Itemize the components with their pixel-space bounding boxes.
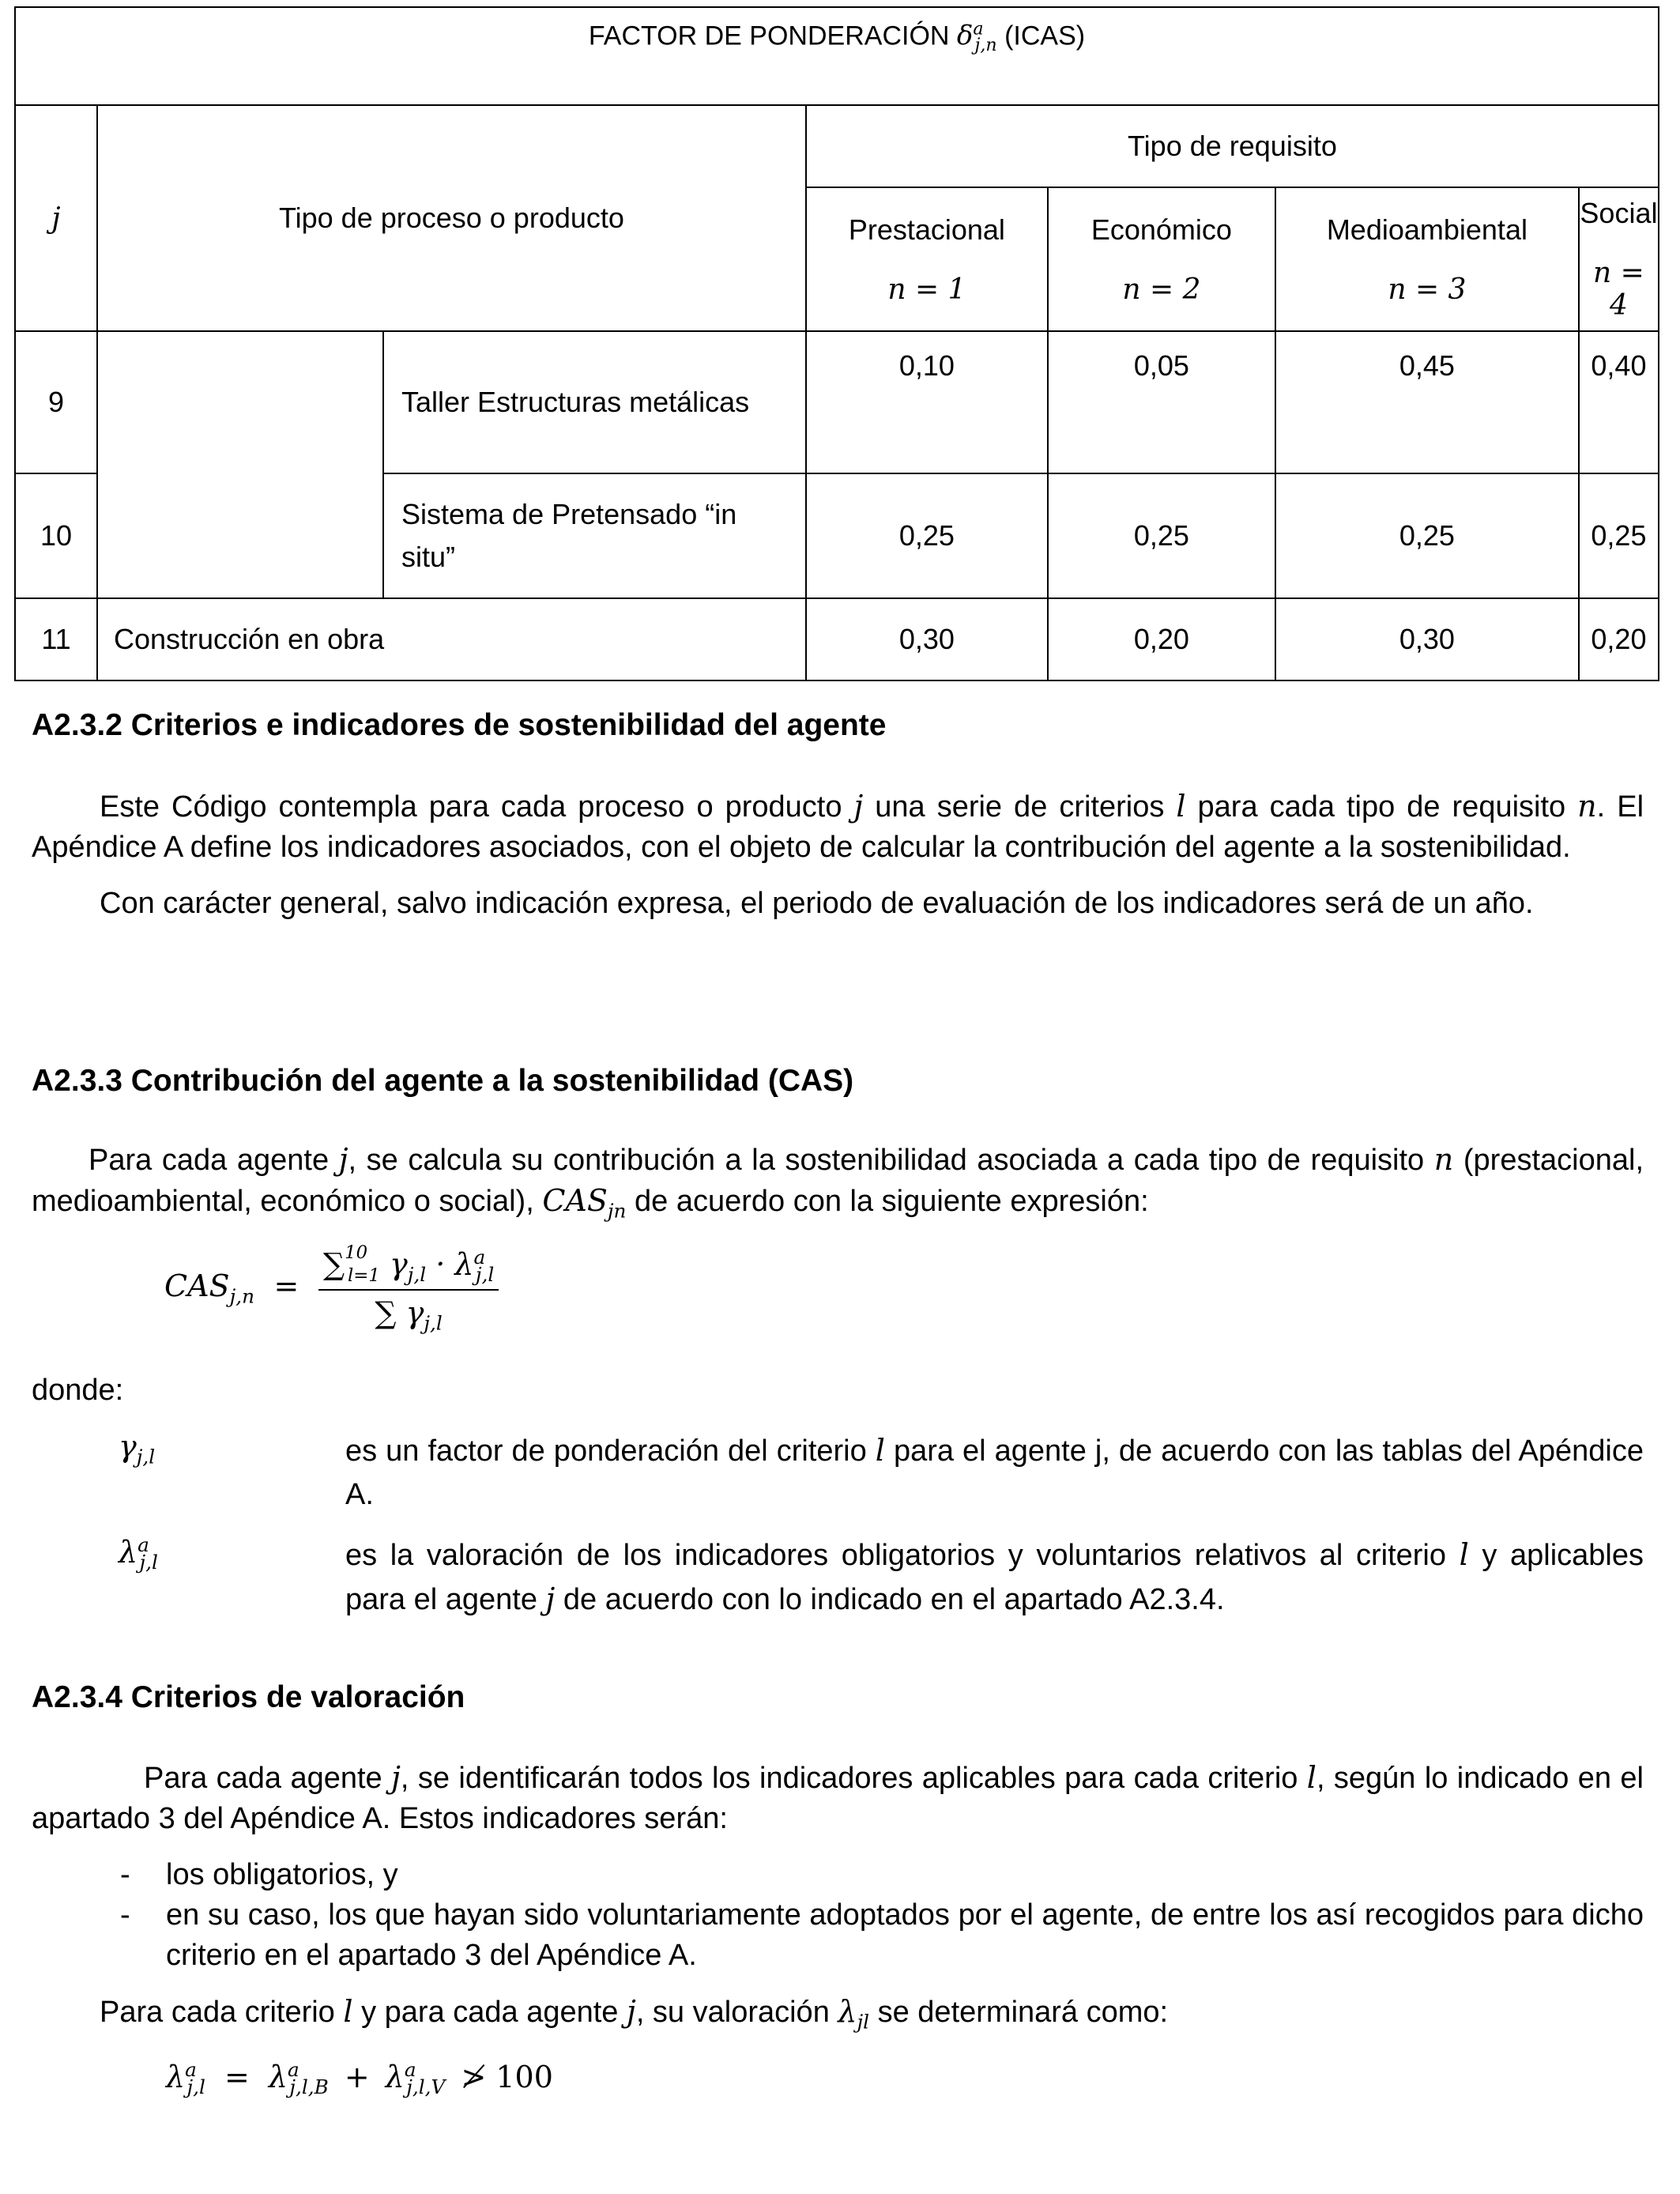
list-item: - los obligatorios, y [32,1855,1644,1895]
cas-formula: $CAS_{j,n}$ = $\frac{\sum^{10}_{l=1} \gamma_{j,l} \cdot \lambda^a_{j,l}}{\sum \gamma_{j,l}}$ [164,1242,499,1335]
table-title [15,7,1659,105]
cas-fraction [318,1242,499,1335]
indicator-list [32,1855,1644,1976]
column-header-tipo-requisito: Tipo de requisito [806,105,1659,187]
paragraph: Este Código contempla para cada proceso o producto j una serie de criterios l para cada tipo de requisito n. El Apéndice A define los indicadores asociados, con el objeto de calcular la contribución del agente a la sostenibilidad. [32,789,1644,864]
symbol-lambda: $\lambda^a_{j,l}$ [119,1533,158,1574]
definition-gamma [32,1429,1644,1517]
lambda-formula: $\lambda^a_{j,l} = \lambda^a_{j,l,B} + \lambda^a_{j,l,V}$ ≯ 100 [166,2058,553,2099]
row-value: 0,05 [1048,331,1275,473]
table-row [15,598,1659,680]
row-value: 0,25 [1579,473,1659,598]
requisito-header-economico: Económico n = 2 [1048,187,1275,331]
row-value: 0,10 [806,331,1048,473]
row-value: 0,40 [1579,331,1659,473]
column-header-proceso: Tipo de proceso o producto [97,105,806,331]
section-a234-body [32,1758,1644,2042]
row-j: 11 [15,598,97,680]
row-proceso: Construcción en obra [97,598,806,680]
row-proceso: Sistema de Pretensado “in situ” [383,473,806,598]
paragraph: Para cada criterio l y para cada agente j, su valoración $\lambda_{jl}$ se determinará como: [100,1994,1169,2034]
donde-label: donde: [32,1374,124,1407]
row-value: 0,20 [1579,598,1659,680]
definition-lambda [32,1533,1644,1622]
row-value: 0,30 [806,598,1048,680]
row-proceso: Taller Estructuras metálicas [383,331,806,473]
symbol-gamma: $\gamma_{j,l}$ [119,1429,156,1468]
section-a233-body [32,1140,1644,1231]
table-title-suffix: (ICAS) [1004,21,1086,51]
definition-text: es un factor de ponderación del criterio l para el agente j, de acuerdo con las tablas del Apéndice A. [345,1433,1644,1511]
table-title-prefix: FACTOR DE PONDERACIÓN [588,21,950,51]
proceso-group-cell [97,331,383,598]
fraction-denominator: ∑ $\gamma_{j,l}$ [375,1295,443,1335]
row-value: 0,25 [806,473,1048,598]
row-value: 0,30 [1275,598,1579,680]
requisito-header-social: Social n = 4 [1579,187,1659,331]
table-title-symbol: $\delta^a_{j,n}$ [956,19,997,56]
paragraph: Para cada agente j, se calcula su contribución a la sostenibilidad asociada a cada tipo de requisito n (prestacional, medioambiental, económico o social), $CAS_{jn}$ de acuerdo con la siguiente expresión: [32,1142,1644,1223]
row-j: 10 [15,473,97,598]
paragraph: Para cada agente j, se identificarán todos los indicadores aplicables para cada criterio l, según lo indicado en el apartado 3 del Apéndice A. Estos indicadores serán: [32,1760,1644,1835]
weighting-factor-table [14,6,1659,681]
paragraph: Con carácter general, salvo indicación expresa, el periodo de evaluación de los indicadores será de un año. [100,887,1534,920]
list-item: - en su caso, los que hayan sido voluntariamente adoptados por el agente, de entre los así recogidos para dicho criterio en el apartado 3 del Apéndice A. [32,1895,1644,1976]
requisito-header-prestacional: Prestacional n = 1 [806,187,1048,331]
table-row [15,331,1659,473]
section-heading-a232: A2.3.2 Criterios e indicadores de sostenibilidad del agente [32,708,887,742]
row-value: 0,45 [1275,331,1579,473]
row-value: 0,20 [1048,598,1275,680]
definitions [32,1429,1644,1622]
requisito-header-medioambiental: Medioambiental n = 3 [1275,187,1579,331]
section-a232-body [32,786,1644,924]
column-header-j: j [15,105,97,331]
section-heading-a233: A2.3.3 Contribución del agente a la sostenibilidad (CAS) [32,1064,854,1098]
definition-text: es la valoración de los indicadores obligatorios y voluntarios relativos al criterio l y aplicables para el agente j de acuerdo con lo indicado en el apartado A2.3.4. [345,1537,1644,1616]
row-j: 9 [15,331,97,473]
row-value: 0,25 [1048,473,1275,598]
row-value: 0,25 [1275,473,1579,598]
fraction-numerator: ∑$^{10}_{l=1}$ $\gamma_{j,l} \cdot \lambda^a_{j,l}$ [318,1242,499,1291]
section-heading-a234: A2.3.4 Criterios de valoración [32,1680,465,1714]
